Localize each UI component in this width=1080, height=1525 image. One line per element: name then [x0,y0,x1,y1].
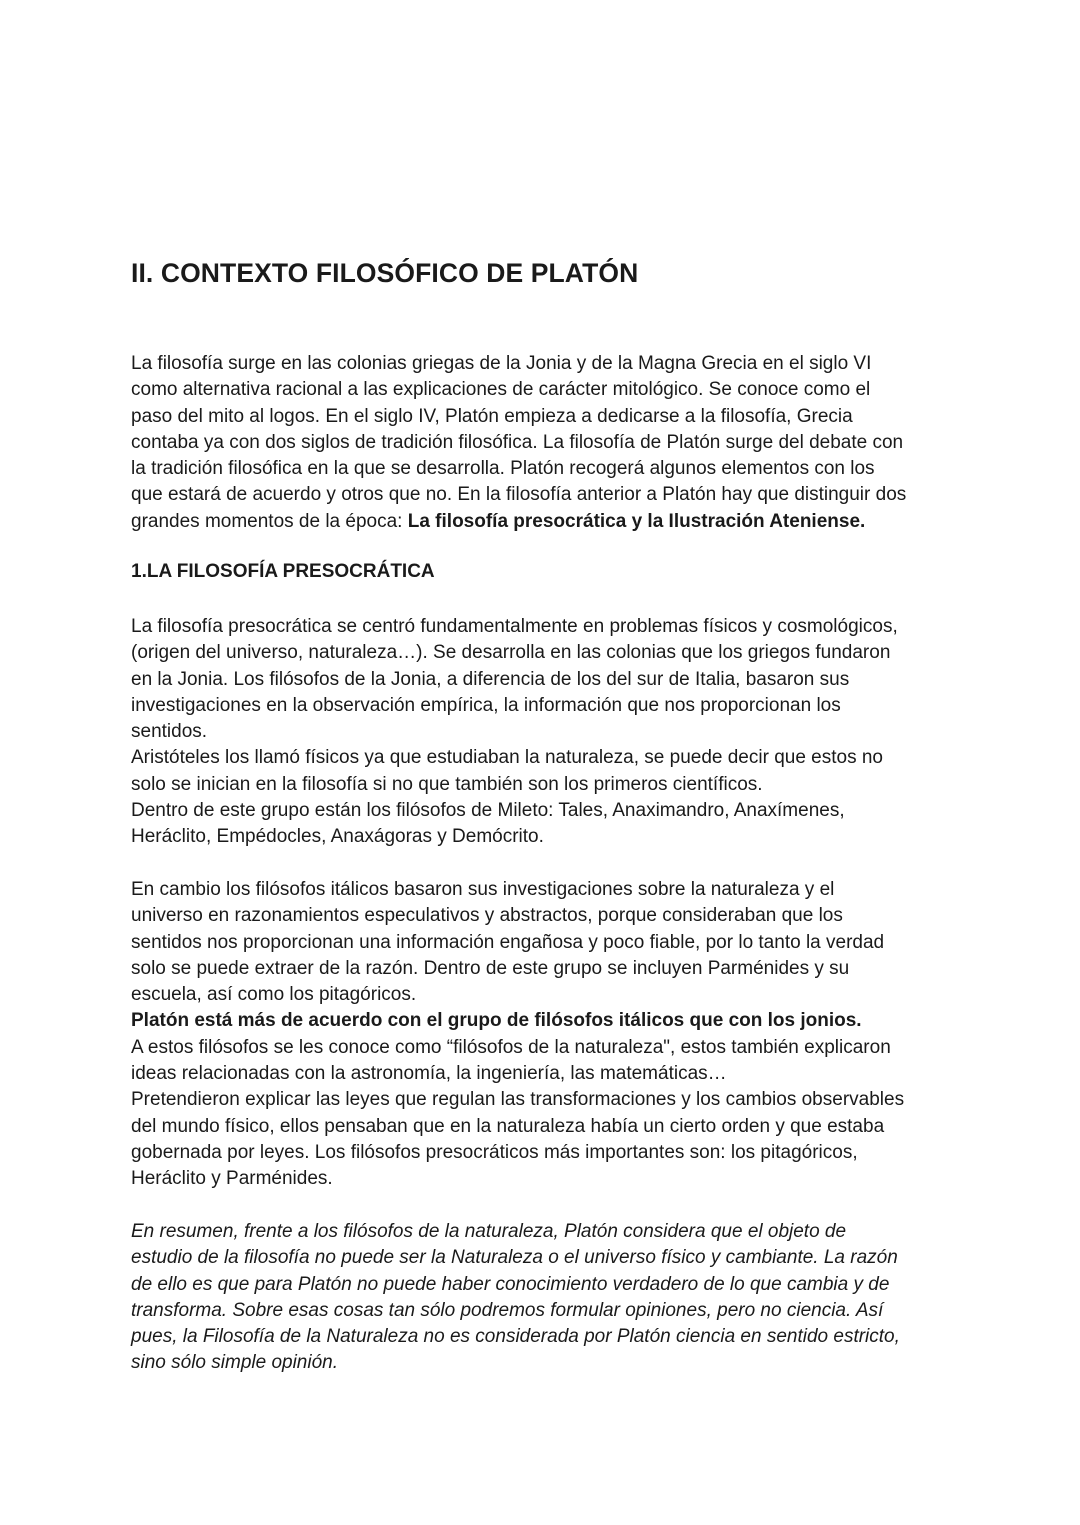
text-line: estudio de la filosofía no puede ser la Naturaleza o el universo físico y cambiante. La razón [131,1247,898,1269]
text-line: investigaciones en la observación empírica, la información que nos proporcionan los [131,694,841,716]
page-title: II. CONTEXTO FILOSÓFICO DE PLATÓN [131,258,639,288]
text-line: gobernada por leyes. Los filósofos presocráticos más importantes son: los pitagóricos, [131,1141,858,1163]
text-line: pues, la Filosofía de la Naturaleza no es considerada por Platón ciencia en sentido estricto, [131,1326,900,1348]
text-line: A estos filósofos se les conoce como “filósofos de la naturaleza", estos también explicaron [131,1036,891,1058]
bold-statement: Platón está más de acuerdo con el grupo de filósofos itálicos que con los jonios. [131,1010,862,1032]
text-line: sino sólo simple opinión. [131,1352,339,1374]
text-line: Heráclito, Empédocles, Anaxágoras y Demócrito. [131,826,544,848]
text-line: en la Jonia. Los filósofos de la Jonia, a diferencia de los del sur de Italia, basaron sus [131,668,850,690]
text-line: transforma. Sobre esas cosas tan sólo podremos formular opiniones, pero no ciencia. Así [131,1299,884,1321]
text-line: del mundo físico, ellos pensaban que en la naturaleza había un cierto orden y que estaba [131,1115,885,1137]
text-line: Aristóteles los llamó físicos ya que estudiaban la naturaleza, se puede decir que estos no [131,747,884,769]
text-line: La filosofía surge en las colonias griegas de la Jonia y de la Magna Grecia en el siglo VI [131,353,872,374]
text-line [131,509,961,535]
section-heading: 1.LA FILOSOFÍA PRESOCRÁTICA [131,561,435,582]
text-line: de ello es que para Platón no puede haber conocimiento verdadero de lo que cambia y de [131,1273,890,1295]
text-line: Pretendieron explicar las leyes que regulan las transformaciones y los cambios observables [131,1089,905,1111]
text-line: sentidos. [131,721,208,743]
text-line: (origen del universo, naturaleza…). Se desarrolla en las colonias que los griegos fundaron [131,642,891,664]
text-line: como alternativa racional a las explicaciones de carácter mitológico. Se conoce como el [131,379,871,401]
text-line: La filosofía presocrática se centró fundamentalmente en problemas físicos y cosmológicos, [131,616,898,637]
text-line: que estará de acuerdo y otros que no. En la filosofía anterior a Platón hay que distinguir dos [131,484,907,506]
text-line: En cambio los filósofos itálicos basaron sus investigaciones sobre la naturaleza y el [131,879,835,900]
text-line: escuela, así como los pitagóricos. [131,984,417,1006]
text-plain: grandes momentos de la época: [131,510,408,532]
text-line: Dentro de este grupo están los filósofos de Mileto: Tales, Anaximandro, Anaxímenes, [131,800,845,822]
presocratic-paragraph [131,614,961,851]
text-line: En resumen, frente a los filósofos de la naturaleza, Platón considera que el objeto de [131,1221,847,1242]
text-line: ideas relacionadas con la astronomía, la ingeniería, las matemáticas… [131,1063,727,1085]
text-line: sentidos nos proporcionan una información engañosa y poco fiable, por lo tanto la verdad [131,931,885,953]
summary-paragraph [131,1219,961,1377]
bold-emphasis: La filosofía presocrática y la Ilustración Ateniense. [407,510,866,532]
text-line: Heráclito y Parménides. [131,1168,333,1190]
italic-philosophers-paragraph [131,877,961,1193]
text-line: paso del mito al logos. En el siglo IV, Platón empieza a dedicarse a la filosofía, Grecia [131,405,853,427]
intro-paragraph [131,351,961,535]
text-line: solo se inician en la filosofía si no que también son los primeros científicos. [131,773,763,795]
text-line: la tradición filosófica en la que se desarrolla. Platón recogerá algunos elementos con los [131,458,875,480]
text-line: universo en razonamientos especulativos y abstractos, porque consideraban que los [131,905,843,927]
text-line: solo se puede extraer de la razón. Dentro de este grupo se incluyen Parménides y su [131,957,850,979]
text-line: contaba ya con dos siglos de tradición filosófica. La filosofía de Platón surge del debate con [131,431,904,453]
